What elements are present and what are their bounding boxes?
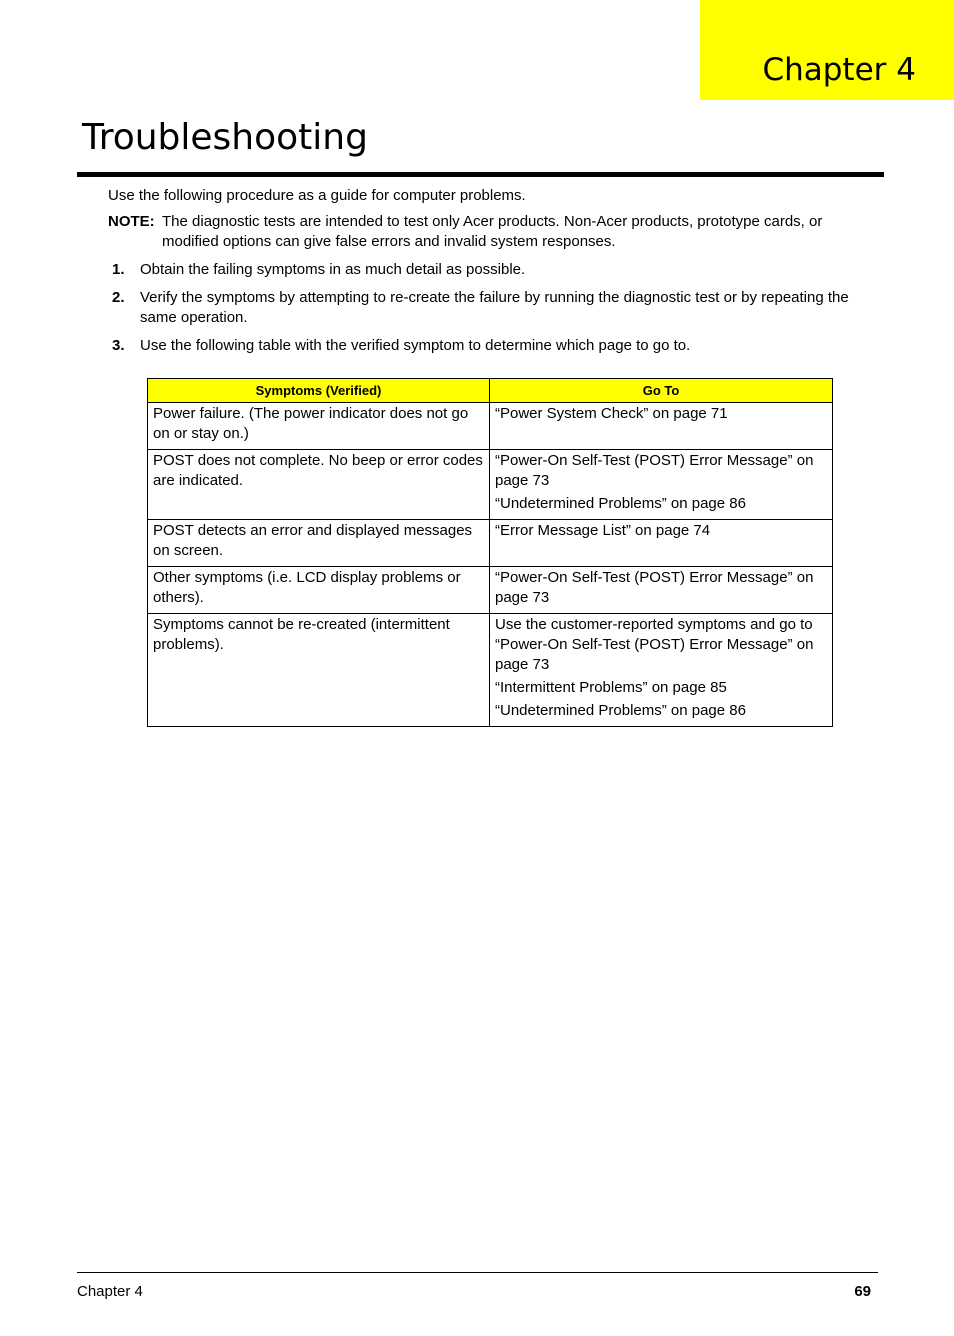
goto-reference: “Undetermined Problems” on page 86: [495, 702, 746, 719]
goto-reference: “Error Message List” on page 74: [495, 522, 711, 539]
step-text: Verify the symptoms by attempting to re-create the failure by running the diagnostic test or by repeating the same operation.: [140, 289, 849, 326]
table-row: [148, 403, 833, 450]
symptoms-table: [147, 378, 833, 727]
chapter-label: Chapter 4: [762, 52, 916, 88]
goto-cell: [490, 567, 833, 614]
table-row: [148, 567, 833, 614]
title-divider: [77, 172, 884, 177]
page-number: 69: [854, 1283, 871, 1300]
footer-divider: [77, 1272, 878, 1273]
goto-cell: [490, 520, 833, 567]
goto-reference: “Undetermined Problems” on page 86: [495, 495, 746, 512]
step-number: 3.: [112, 337, 125, 354]
step-item: [108, 288, 868, 328]
goto-reference: “Intermittent Problems” on page 85: [495, 679, 727, 696]
step-text: Use the following table with the verified symptom to determine which page to go to.: [140, 337, 691, 354]
column-header-symptoms: Symptoms (Verified): [148, 379, 490, 403]
footer-chapter: Chapter 4: [77, 1283, 143, 1300]
step-item: [108, 336, 868, 356]
note-text: The diagnostic tests are intended to test only Acer products. Non-Acer products, prototype cards, or modified options can give false errors and invalid system responses.: [162, 213, 823, 250]
goto-cell: [490, 614, 833, 727]
goto-cell: [490, 450, 833, 520]
table-row: [148, 450, 833, 520]
symptom-cell: POST does not complete. No beep or error codes are indicated.: [148, 450, 490, 520]
step-item: [108, 260, 868, 280]
symptom-cell: Symptoms cannot be re-created (intermittent problems).: [148, 614, 490, 727]
goto-reference: “Power-On Self-Test (POST) Error Message” on page 73: [495, 569, 814, 606]
goto-reference: “Power System Check” on page 71: [495, 405, 728, 422]
step-text: Obtain the failing symptoms in as much detail as possible.: [140, 261, 526, 278]
note-label: NOTE:: [108, 213, 155, 230]
table-header-row: [148, 379, 833, 403]
goto-reference: “Power-On Self-Test (POST) Error Message” on page 73: [495, 452, 814, 489]
column-header-goto: Go To: [490, 379, 833, 403]
table-row: [148, 520, 833, 567]
symptom-cell: Other symptoms (i.e. LCD display problems or others).: [148, 567, 490, 614]
note-block: [108, 212, 868, 252]
goto-cell: [490, 403, 833, 450]
step-number: 2.: [112, 289, 125, 306]
intro-text: Use the following procedure as a guide for computer problems.: [108, 187, 526, 204]
chapter-tab: [700, 0, 954, 100]
procedure-steps: [108, 260, 868, 364]
symptom-cell: Power failure. (The power indicator does not go on or stay on.): [148, 403, 490, 450]
page-title: Troubleshooting: [82, 117, 368, 158]
step-number: 1.: [112, 261, 125, 278]
table-row: [148, 614, 833, 727]
symptom-cell: POST detects an error and displayed messages on screen.: [148, 520, 490, 567]
goto-reference: Use the customer-reported symptoms and go to “Power-On Self-Test (POST) Error Message” on page 73: [495, 616, 814, 673]
